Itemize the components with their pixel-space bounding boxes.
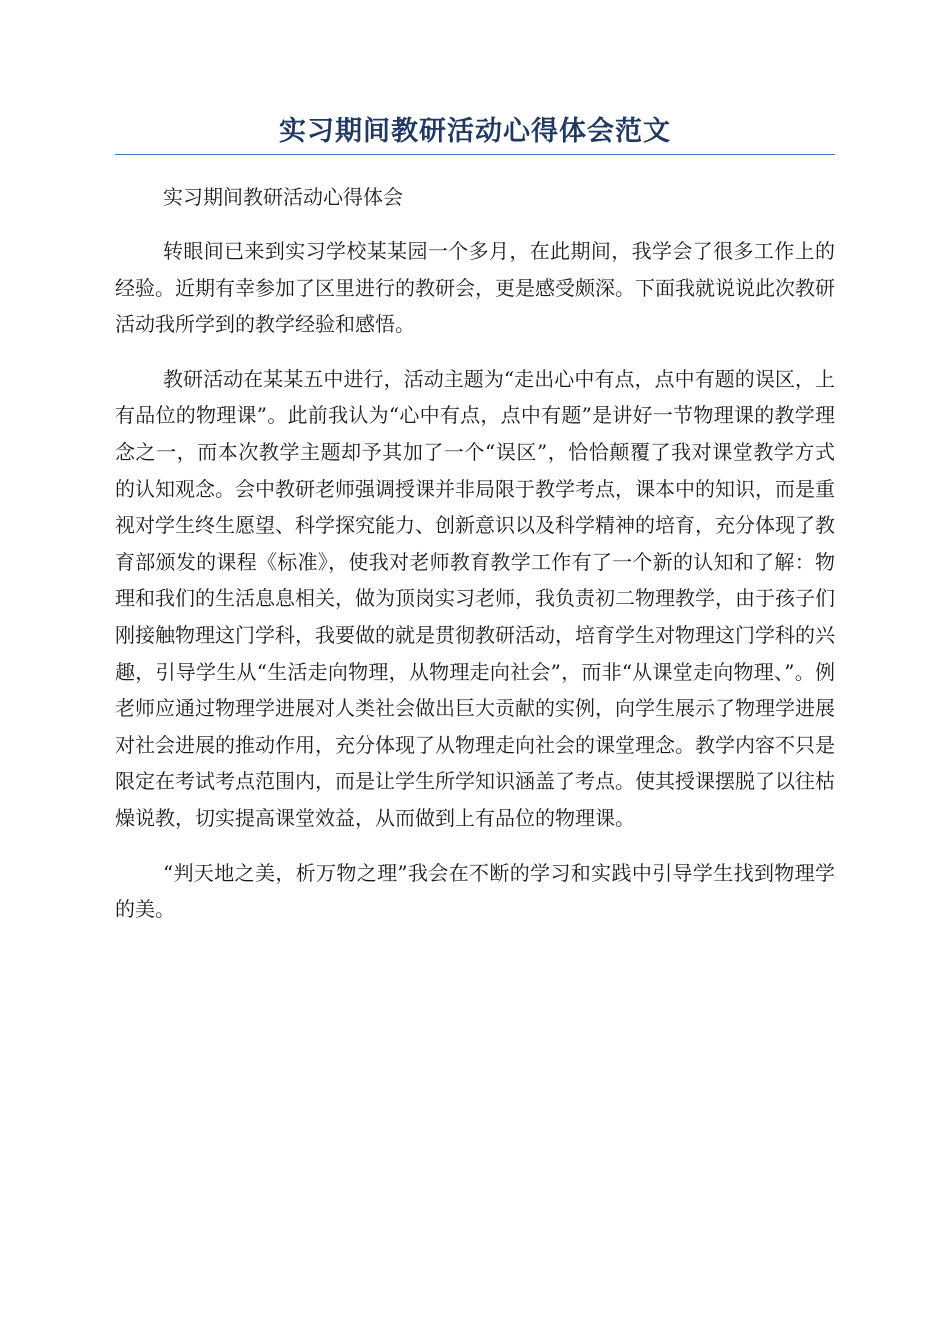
title-underline xyxy=(115,154,835,155)
paragraph-3: “判天地之美，析万物之理”我会在不断的学习和实践中引导学生找到物理学的美。 xyxy=(115,860,835,922)
paragraph-1: 转眼间已来到实习学校某某园一个多月，在此期间，我学会了很多工作上的经验。近期有幸参加了区里进行的教研会，更是感受颇深。下面我就说说此次教研活动我所学到的教学经验和感悟。 xyxy=(115,239,835,337)
document-subtitle: 实习期间教研活动心得体会 xyxy=(163,185,403,209)
document-title: 实习期间教研活动心得体会范文 xyxy=(279,116,671,147)
document-page xyxy=(115,110,835,928)
paragraph-2: 教研活动在某某五中进行，活动主题为“走出心中有点，点中有题的误区，上有品位的物理课”。此前我认为“心中有点，点中有题”是讲好一节物理课的教学理念之一，而本次教学主题却予其加了一个“误区”，恰恰颠覆了我对课堂教学方式的认知观念。会中教研老师强调授课并非局限于教学考点，课本中的知识，而是重视对学生终生愿望、科学探究能力、创新意识以及科学精神的培育，充分体现了教育部颁发的课程《标准》，使我对老师教育教学工作有了一个新的认知和了解：物理和我们的生活息息相关，做为顶岗实习老师，我负责初二物理教学，由于孩子们刚接触物理这门学科，我要做的就是贯彻教研活动，培育学生对物理这门学科的兴趣，引导学生从“生活走向物理，从物理走向社会”，而非“从课堂走向物理、”。例老师应通过物理学进展对人类社会做出巨大贡献的实例，向学生展示了物理学进展对社会进展的推动作用，充分体现了从物理走向社会的课堂理念。教学内容不只是限定在考试考点范围内，而是让学生所学知识涵盖了考点。使其授课摆脱了以往枯燥说教，切实提高课堂效益，从而做到上有品位的物理课。 xyxy=(115,366,835,830)
